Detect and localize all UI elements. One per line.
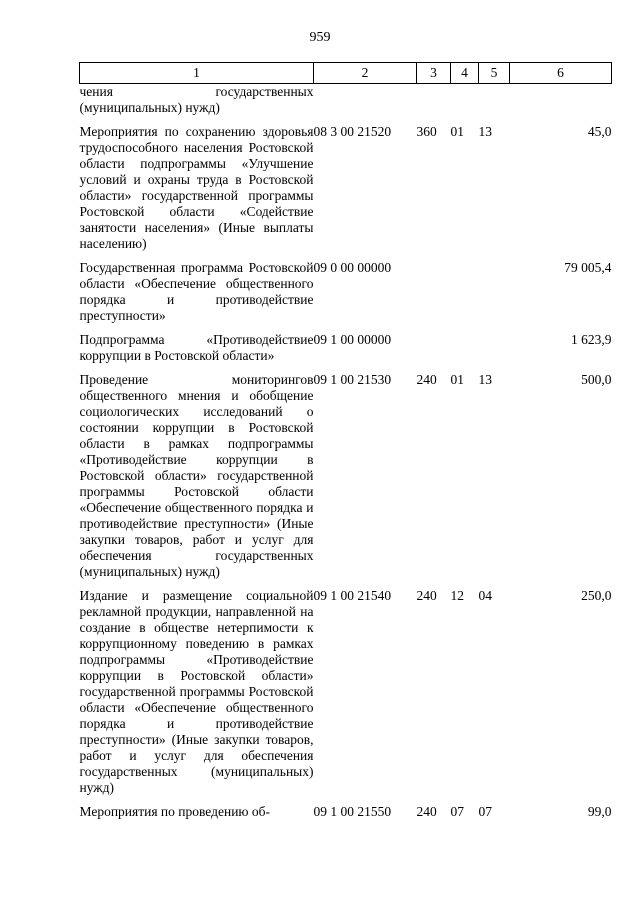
- row-section: 01: [450, 372, 464, 387]
- row-target-code: 09 0 00 00000: [313, 260, 392, 275]
- row-amount: 99,0: [587, 804, 612, 819]
- row-amount: [510, 84, 612, 125]
- row-expense-type: 240: [416, 804, 437, 819]
- table-row: [80, 260, 612, 332]
- row-subsection: [479, 260, 510, 332]
- row-target-code: 09 1 00 21540: [313, 588, 392, 603]
- row-target-code: 09 1 00 00000: [313, 332, 392, 347]
- row-description: чения государственных (муниципальных) нужд): [79, 84, 314, 115]
- row-amount: 79 005,4: [564, 260, 612, 275]
- row-section: [451, 260, 479, 332]
- row-subsection: 04: [478, 588, 492, 603]
- budget-table: [79, 62, 612, 820]
- row-target-code: 09 1 00 21530: [313, 372, 392, 387]
- table-row: [80, 332, 612, 372]
- table-row: [80, 588, 612, 804]
- row-description: Государственная программа Ростовской области «Обеспечение общественного порядка и противодействие преступности»: [79, 260, 314, 323]
- column-header-6: 6: [510, 63, 612, 84]
- row-description: Мероприятия по сохранению здоровья трудоспособного населения Ростовской области подпрограммы «Улучшение условий и охраны труда в Ростовской области» государственной программы Ростовской области «Содействие занятости населения» (Иные выплаты населению): [79, 124, 314, 251]
- row-section: [451, 84, 479, 125]
- table-row: [80, 804, 612, 820]
- row-amount: 45,0: [587, 124, 612, 139]
- table-header-row: [80, 63, 612, 84]
- row-expense-type: [417, 84, 451, 125]
- table-row: [80, 124, 612, 260]
- column-header-3: 3: [417, 63, 451, 84]
- row-expense-type: 240: [416, 372, 437, 387]
- table-row: [80, 372, 612, 588]
- row-description: Подпрограмма «Противодействие коррупции в Ростовской области»: [79, 332, 314, 363]
- row-subsection: 13: [478, 372, 492, 387]
- row-subsection: 07: [478, 804, 492, 819]
- column-header-2: 2: [314, 63, 417, 84]
- row-subsection: 13: [478, 124, 492, 139]
- column-header-5: 5: [479, 63, 510, 84]
- row-expense-type: 240: [416, 588, 437, 603]
- row-amount: 1 623,9: [571, 332, 612, 347]
- page-number: 959: [309, 30, 331, 45]
- row-amount: 250,0: [581, 588, 612, 603]
- column-header-1: 1: [80, 63, 314, 84]
- column-header-4: 4: [451, 63, 479, 84]
- row-target-code: 09 1 00 21550: [313, 804, 392, 819]
- row-description: Проведение мониторингов общественного мнения и обобщение социологических исследований о состоянии коррупции в Ростовской области в рамках подпрограммы «Противодействие коррупции в Ростовской области» государственной программы Ростовской области «Обеспечение общественного порядка и противодействие преступности» (Иные закупки товаров, работ и услуг для обеспечения государственных (муниципальных) нужд): [79, 372, 314, 579]
- row-description: Мероприятия по проведению об-: [79, 804, 271, 819]
- row-subsection: [479, 332, 510, 372]
- row-expense-type: 360: [416, 124, 437, 139]
- row-expense-type: [417, 332, 451, 372]
- row-target-code: [314, 84, 417, 125]
- row-section: 07: [450, 804, 464, 819]
- row-section: [451, 332, 479, 372]
- row-description: Издание и размещение социальной рекламной продукции, направленной на создание в обществе нетерпимости к коррупционному поведению в рамках подпрограммы «Противодействие коррупции в Ростовской области» государственной программы Ростовской области «Обеспечение общественного порядка и противодействие преступности» (Иные закупки товаров, работ и услуг для обеспечения государственных (муниципальных) нужд): [79, 588, 314, 795]
- row-amount: 500,0: [581, 372, 612, 387]
- row-section: 01: [450, 124, 464, 139]
- table-row: [80, 84, 612, 125]
- row-subsection: [479, 84, 510, 125]
- row-expense-type: [417, 260, 451, 332]
- row-section: 12: [450, 588, 464, 603]
- row-target-code: 08 3 00 21520: [313, 124, 392, 139]
